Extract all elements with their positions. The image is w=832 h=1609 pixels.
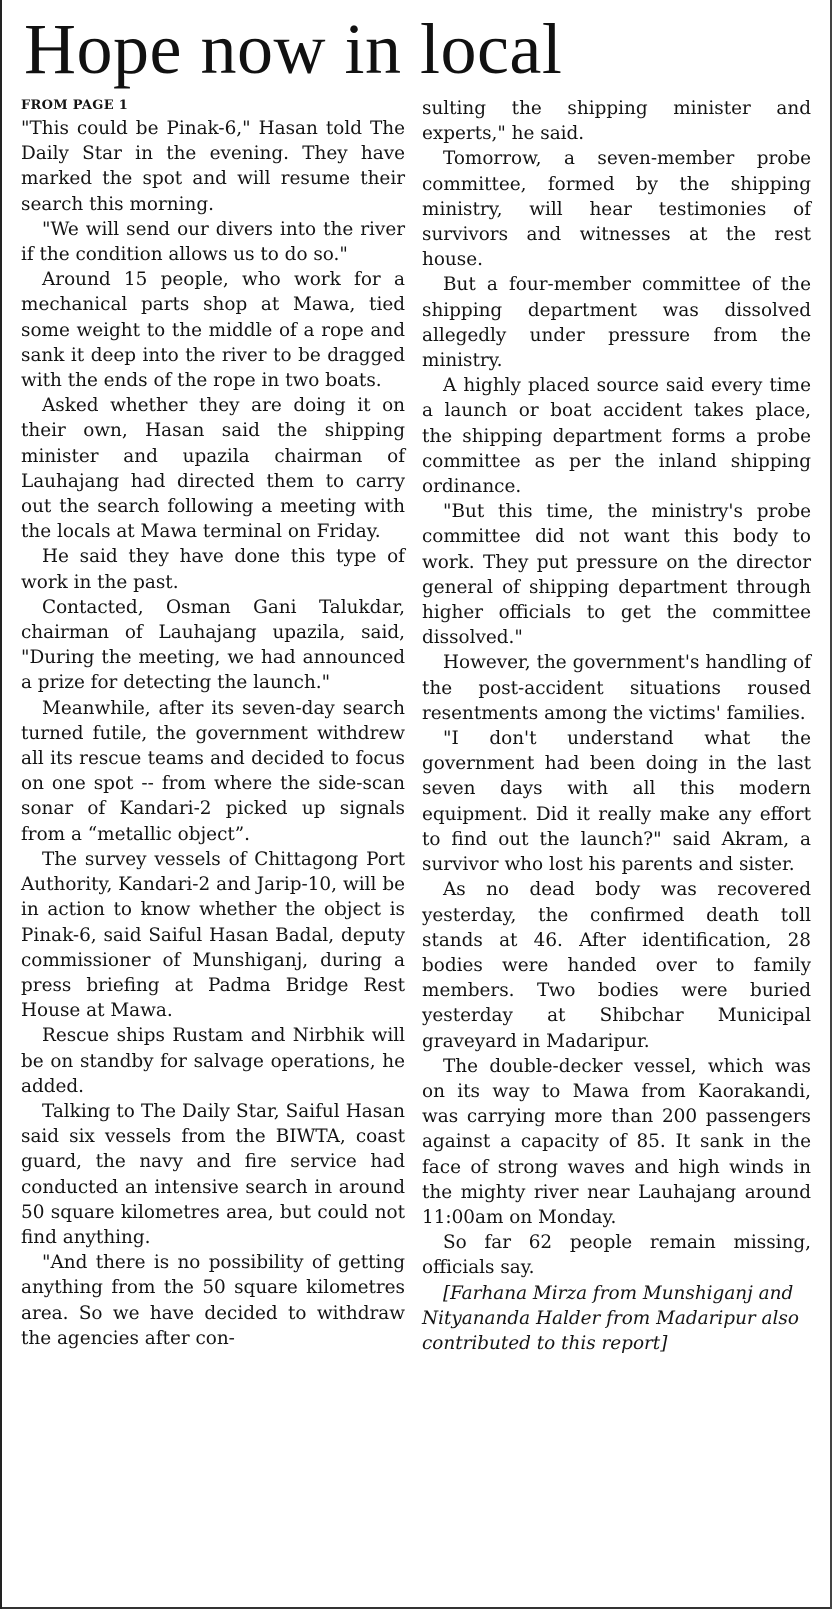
paragraph: Around 15 people, who work for a mechanical parts shop at Mawa, tied some weight to the middle of a rope and sank it deep into the river to be dragged with the ends of the rope in two boats.	[21, 269, 405, 392]
paragraph: "But this time, the ministry's probe committee did not want this body to work. They put pressure on the director general of shipping department through higher officials to get the committee dissolved."	[422, 501, 811, 649]
jump-label: FROM PAGE 1	[21, 98, 129, 113]
paragraph: The survey vessels of Chittagong Port Authority, Kandari-2 and Jarip-10, will be in action to know whether the object is Pinak-6, said Saiful Hasan Badal, deputy commissioner of Munshiganj, during a press briefing at Padma Bridge Rest House at Mawa.	[21, 848, 405, 1022]
paragraph: Contacted, Osman Gani Talukdar, chairman of Lauhajang upazila, said, "During the meeting, we had announced a prize for detecting the launch."	[21, 596, 405, 694]
paragraph: "And there is no possibility of getting anything from the 50 square kilometres area. So we have decided to withdraw the agencies after con-	[21, 1252, 405, 1349]
paragraph: As no dead body was recovered yesterday, the confirmed death toll stands at 46. After identification, 28 bodies were handed over to family members. Two bodies were buried yesterday at Shibchar Municipal graveyard in Madaripur.	[422, 879, 811, 1052]
article-column-left	[21, 96, 405, 1351]
paragraph: Talking to The Daily Star, Saiful Hasan said six vessels from the BIWTA, coast guard, the navy and fire service had conducted an intensive search in around 50 square kilometres area, but could not find anything.	[21, 1100, 405, 1248]
paragraph: He said they have done this type of work in the past.	[21, 546, 405, 593]
paragraph: "We will send our divers into the river if the condition allows us to do so."	[21, 218, 405, 266]
paragraph: Tomorrow, a seven-member probe committee, formed by the shipping ministry, will hear testimonies of survivors and witnesses at the rest house.	[422, 148, 811, 271]
contributor-credit: [Farhana Mirza from Munshiganj and Nityananda Halder from Madaripur also contributed to this report]	[422, 1282, 799, 1354]
paragraph: Meanwhile, after its seven-day search turned futile, the government withdrew all its rescue teams and decided to focus on one spot -- from where the side-scan sonar of Kandari-2 picked up signals from a “metallic object”.	[21, 697, 405, 845]
paragraph: Asked whether they are doing it on their own, Hasan said the shipping minister and upazila chairman of Lauhajang had directed them to carry out the search following a meeting with the locals at Mawa terminal on Friday.	[21, 395, 405, 543]
paragraph: However, the government's handling of the post-accident situations roused resentments among the victims' families.	[422, 652, 811, 724]
paragraph: So far 62 people remain missing, officials say.	[422, 1232, 811, 1279]
paragraph: The double-decker vessel, which was on its way to Mawa from Kaorakandi, was carrying more than 200 passengers against a capacity of 85. It sank in the face of strong waves and high winds in the mighty river near Lauhajang around 11:00am on Monday.	[422, 1055, 811, 1228]
paragraph: "This could be Pinak-6," Hasan told The Daily Star in the evening. They have marked the spot and will resume their search this morning.	[21, 118, 405, 215]
headline: Hope now in local	[24, 9, 563, 89]
paragraph: But a four-member committee of the shipping department was dissolved allegedly under pressure from the ministry.	[422, 274, 811, 372]
paragraph: "I don't understand what the government had been doing in the last seven days with all this modern equipment. Did it really make any effort to find out the launch?" said Akram, a survivor who lost his parents and sister.	[422, 728, 811, 876]
paragraph: Rescue ships Rustam and Nirbhik will be on standby for salvage operations, he added.	[21, 1025, 405, 1097]
article-column-right	[422, 96, 811, 1356]
paragraph: sulting the shipping minister and experts," he said.	[422, 98, 811, 145]
paragraph: A highly placed source said every time a launch or boat accident takes place, the shipping department forms a probe committee as per the inland shipping ordinance.	[422, 375, 811, 498]
